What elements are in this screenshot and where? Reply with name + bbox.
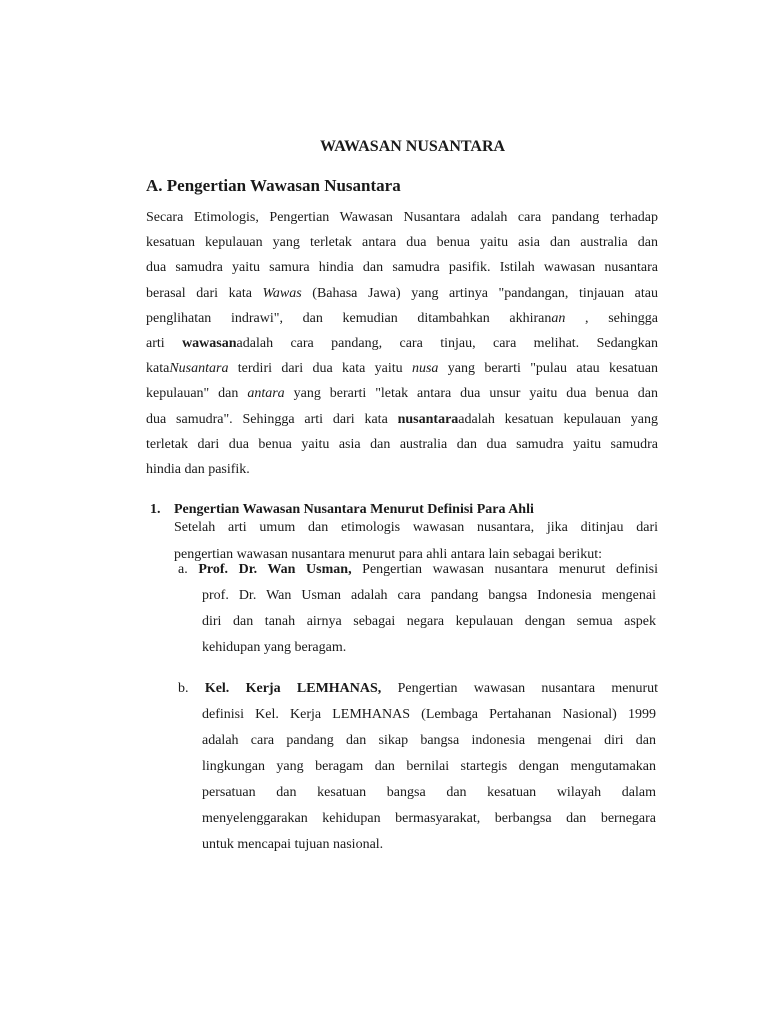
para-line: untuk mencapai tujuan nasional. (202, 837, 384, 852)
para-line: kataNusantara terdiri dari dua kata yaitu nusa yang berarti "pulau atau kesatuan (146, 361, 658, 377)
subsection-number: 1. (150, 502, 161, 517)
list-marker: a. (178, 562, 188, 577)
para-line: menyelenggarakan kehidupan bermasyarakat, berbangsa dan bernegara (202, 811, 656, 826)
para-line: berasal dari kata Wawas (Bahasa Jawa) yang artinya "pandangan, tinjauan atau (146, 285, 658, 301)
para-line: Setelah arti umum dan etimologis wawasan nusantara, jika ditinjau dari (174, 520, 658, 535)
subsection-title: Pengertian Wawasan Nusantara Menurut Definisi Para Ahli (174, 502, 534, 517)
para-line: kehidupan yang beragam. (202, 640, 347, 655)
para-line: prof. Dr. Wan Usman adalah cara pandang bangsa Indonesia mengenai (202, 588, 656, 603)
para-line: pengertian wawasan nusantara menurut para ahli antara lain sebagai berikut: (174, 547, 602, 562)
para-line: kesatuan kepulauan yang terletak antara dua benua yaitu asia dan australia dan (146, 235, 658, 251)
para-line: diri dan tanah airnya sebagai negara kepulauan dengan semua aspek (202, 614, 656, 629)
para-line: definisi Kel. Kerja LEMHANAS (Lembaga Pertahanan Nasional) 1999 (202, 707, 656, 722)
expert-name: Prof. Dr. Wan Usman, (198, 562, 352, 577)
para-line: arti wawasanadalah cara pandang, cara tinjau, cara melihat. Sedangkan (146, 335, 659, 351)
para-line: penglihatan indrawi", dan kemudian ditambahkan akhiranan , sehingga (146, 310, 658, 326)
para-line: hindia dan pasifik. (146, 461, 250, 477)
list-item-first-line: b. Kel. Kerja LEMHANAS, Pengertian wawasan nusantara menurut (178, 681, 658, 696)
para-line: adalah cara pandang dan sikap bangsa indonesia mengenai diri dan (202, 733, 656, 748)
list-item-body (202, 587, 656, 665)
list-marker: b. (178, 681, 189, 696)
subsection-1-heading (150, 502, 534, 518)
expert-name: Kel. Kerja LEMHANAS, (204, 681, 382, 696)
list-item-body (202, 706, 656, 862)
list-item-first-line: a. Prof. Dr. Wan Usman, Pengertian wawasan nusantara menurut definisi (178, 562, 658, 577)
para-line: terletak dari dua benua yaitu asia dan australia dan dua samudra yaitu samudra (146, 436, 658, 452)
para-line: persatuan dan kesatuan bangsa dan kesatuan wilayah dalam (202, 785, 656, 800)
para-line: dua samudra yaitu samura hindia dan samudra pasifik. Istilah wawasan nusantara (146, 260, 658, 276)
para-line: lingkungan yang beragam dan bernilai startegis dengan mengutamakan (202, 759, 656, 774)
document-title: WAWASAN NUSANTARA (320, 138, 506, 155)
para-line: kepulauan" dan antara yang berarti "letak antara dua unsur yaitu dua benua dan (146, 386, 658, 402)
para-line: Secara Etimologis, Pengertian Wawasan Nusantara adalah cara pandang terhadap (146, 210, 658, 225)
para-line: dua samudra". Sehingga arti dari kata nusantaraadalah kesatuan kepulauan yang (146, 411, 659, 427)
section-a-heading: A. Pengertian Wawasan Nusantara (146, 176, 401, 195)
section-a-paragraph (146, 209, 658, 486)
